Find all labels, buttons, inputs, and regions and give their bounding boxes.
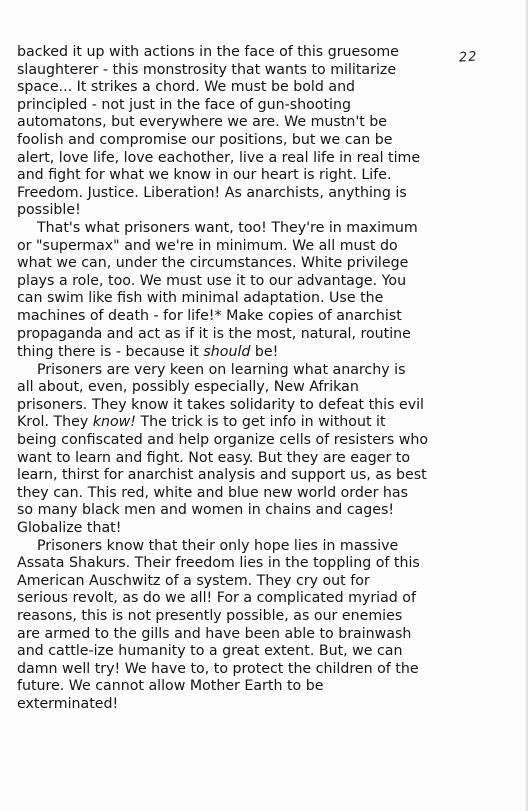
text-line: and cattle-ize humanity to a great extent. But, we can: [17, 643, 403, 660]
text-line: machines of death - for life!* Make copies of anarchist: [17, 307, 402, 324]
paragraph-4: [17, 538, 487, 714]
text-line: and fight for what we know in our heart is right. Life.: [17, 167, 392, 184]
text-line: alert, love life, love eachother, live a real life in real time: [17, 149, 421, 166]
paragraph-2: [17, 220, 487, 362]
text-line: [17, 414, 487, 432]
text-line: are armed to the gills and have been able to brainwash: [17, 625, 412, 642]
page-number: 22: [458, 49, 479, 66]
text-line: slaughterer - this monstrosity that wants to militarize: [17, 61, 397, 78]
text-line: Globalize that!: [17, 520, 122, 537]
text-line: plays a role, too. We must use it to our advantage. You: [17, 272, 407, 289]
text-line: backed it up with actions in the face of this gruesome: [17, 44, 399, 60]
text-line: all about, even, possibly especially, New Afrikan: [17, 379, 359, 396]
paragraph-1: [17, 44, 487, 220]
line-text: Krol. They: [17, 414, 93, 431]
text-line: reasons, this is not presently possible, as our enemies: [17, 608, 403, 624]
line-text: thing there is - because it: [17, 344, 204, 361]
text-line: what we can, under the circumstances. White privilege: [17, 255, 409, 272]
line-text: be!: [250, 344, 279, 361]
text-line: being confiscated and help organize cells of resisters who: [17, 432, 429, 449]
text-line: foolish and compromise our positions, but we can be: [17, 131, 393, 148]
text-line: space... It strikes a chord. We must be bold and: [17, 79, 356, 96]
text-line: future. We cannot allow Mother Earth to be: [17, 678, 324, 695]
text-line: prisoners. They know it takes solidarity to defeat this evil: [17, 396, 425, 413]
text-line: automatons, but everywhere we are. We mustn't be: [17, 114, 388, 131]
emphasis: should: [203, 344, 251, 361]
text-line: they can. This red, white and blue new world order has: [17, 484, 409, 501]
text-line: Prisoners know that their only hope lies in massive: [37, 537, 399, 554]
text-line: serious revolt, as do we all! For a complicated myriad of: [17, 590, 416, 607]
text-line: Prisoners are very keen on learning what anarchy is: [37, 361, 406, 378]
text-line: Freedom. Justice. Liberation! As anarchists, anything is: [17, 184, 407, 201]
text-line: so many black men and women in chains and cages!: [17, 502, 395, 519]
text-line: principled - not just in the face of gun-shooting: [17, 96, 351, 113]
line-text: The trick is to get info in without it: [135, 414, 386, 431]
text-line: propaganda and act as if it is the most, natural, routine: [17, 325, 411, 342]
text-line: That's what prisoners want, too! They're in maximum: [37, 219, 418, 236]
text-line: want to learn and fight. Not easy. But they are eager to: [17, 449, 411, 466]
text-line: or "supermax" and we're in minimum. We all must do: [17, 237, 398, 254]
text-line: can swim like fish with minimal adaptation. Use the: [17, 290, 384, 307]
text-line: American Auschwitz of a system. They cry out for: [17, 572, 370, 589]
text-line: learn, thirst for anarchist analysis and support us, as best: [17, 467, 427, 484]
emphasis: know!: [92, 414, 136, 431]
text-line: [17, 344, 487, 362]
text-line: exterminated!: [17, 695, 119, 712]
text-line: Assata Shakurs. Their freedom lies in the toppling of this: [17, 555, 420, 572]
text-line: damn well try! We have to, to protect the children of the: [17, 660, 419, 677]
paragraph-3: [17, 362, 487, 538]
body-text: [17, 44, 487, 714]
text-line: possible!: [17, 202, 81, 219]
